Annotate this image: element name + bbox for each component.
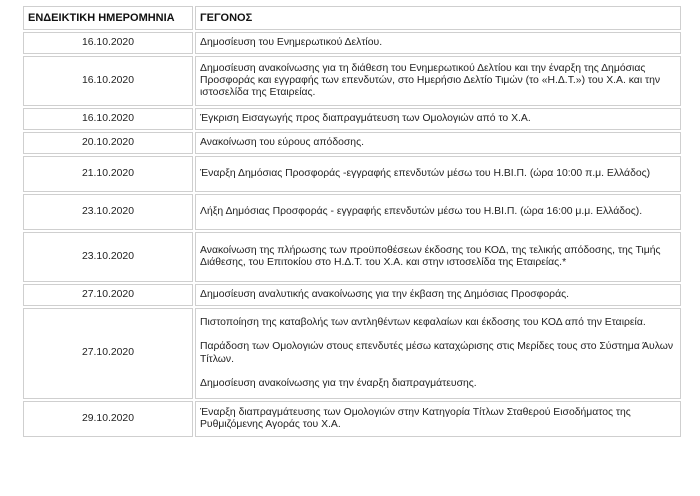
- row-event: [195, 32, 681, 54]
- table-row: [23, 32, 681, 54]
- row-event: [195, 308, 681, 399]
- header-row: [23, 6, 681, 30]
- row-event: [195, 232, 681, 282]
- table-body: [23, 32, 681, 437]
- table-row: [23, 232, 681, 282]
- table-row: [23, 308, 681, 399]
- row-date: 16.10.2020: [23, 108, 193, 130]
- event-paragraph: Δημοσίευση ανακοίνωσης για την έναρξη διαπραγμάτευσης.: [200, 377, 477, 389]
- table-row: [23, 56, 681, 106]
- event-paragraph: Δημοσίευση αναλυτικής ανακοίνωσης για την έκβαση της Δημόσιας Προσφοράς.: [200, 288, 569, 300]
- event-paragraph: Δημοσίευση ανακοίνωσης για τη διάθεση του Ενημερωτικού Δελτίου και την έναρξη της Δημόσιας Προσφοράς και εγγραφής των επενδυτών, στο Ημερήσιο Δελτίο Τιμών (το «Η.Δ.Τ.») του Χ.Α. και την ιστοσελίδα της Εταιρείας.: [200, 62, 661, 99]
- row-date: 27.10.2020: [23, 284, 193, 306]
- row-event: [195, 132, 681, 154]
- event-paragraph: Ανακοίνωση της πλήρωσης των προϋποθέσεων έκδοσης του ΚΟΔ, της τελικής απόδοσης, της Τιμής Διάθεσης, του Επιτοκίου στο Η.Δ.Τ. του Χ.Α. και στην ιστοσελίδα της Εταιρείας.*: [200, 244, 661, 268]
- event-paragraph: Παράδοση των Ομολογιών στους επενδυτές μέσω καταχώρισης στις Μερίδες τους στο Σύστημα Άυλων Τίτλων.: [200, 341, 674, 365]
- row-date: 16.10.2020: [23, 56, 193, 106]
- table-row: [23, 132, 681, 154]
- row-event: [195, 194, 681, 230]
- row-date: 27.10.2020: [23, 308, 193, 399]
- row-event: [195, 401, 681, 437]
- row-event: [195, 108, 681, 130]
- row-date: 16.10.2020: [23, 32, 193, 54]
- table-row: [23, 194, 681, 230]
- row-event: [195, 284, 681, 306]
- timetable: [21, 4, 683, 439]
- event-paragraph: Ανακοίνωση του εύρους απόδοσης.: [200, 136, 364, 148]
- header-date: ΕΝΔΕΙΚΤΙΚΗ ΗΜΕΡΟΜΗΝΙΑ: [23, 6, 193, 30]
- table-row: [23, 156, 681, 192]
- event-paragraph: Δημοσίευση του Ενημερωτικού Δελτίου.: [200, 36, 383, 48]
- table-row: [23, 401, 681, 437]
- event-paragraph: Έναρξη διαπραγμάτευσης των Ομολογιών στην Κατηγορία Τίτλων Σταθερού Εισοδήματος της Ρυθμιζόμενης Αγοράς του Χ.Α.: [200, 406, 631, 430]
- table-row: [23, 284, 681, 306]
- header-event: ΓΕΓΟΝΟΣ: [195, 6, 681, 30]
- row-date: 23.10.2020: [23, 232, 193, 282]
- event-paragraph: Έγκριση Εισαγωγής προς διαπραγμάτευση των Ομολογιών από το Χ.Α.: [200, 112, 531, 124]
- event-paragraph: Έναρξη Δημόσιας Προσφοράς -εγγραφής επενδυτών μέσω του Η.ΒΙ.Π. (ώρα 10:00 π.μ. Ελλάδος): [200, 167, 651, 179]
- row-date: 21.10.2020: [23, 156, 193, 192]
- row-date: 29.10.2020: [23, 401, 193, 437]
- row-date: 23.10.2020: [23, 194, 193, 230]
- row-date: 20.10.2020: [23, 132, 193, 154]
- row-event: [195, 56, 681, 106]
- event-paragraph: Πιστοποίηση της καταβολής των αντληθέντων κεφαλαίων και έκδοσης του ΚΟΔ από την Εταιρεία.: [200, 317, 646, 329]
- table-row: [23, 108, 681, 130]
- event-paragraph: Λήξη Δημόσιας Προσφοράς - εγγραφής επενδυτών μέσω του Η.ΒΙ.Π. (ώρα 16:00 μ.μ. Ελλάδος).: [200, 205, 643, 217]
- row-event: [195, 156, 681, 192]
